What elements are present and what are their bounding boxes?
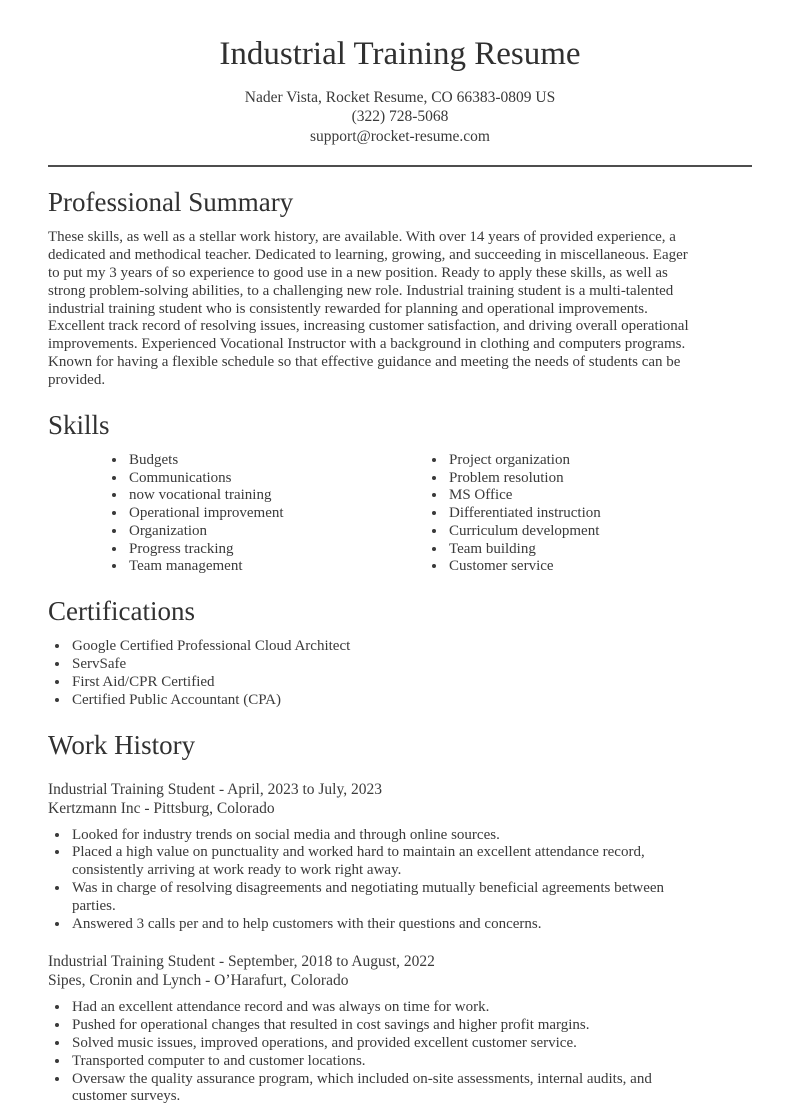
skills-column-left <box>105 452 425 577</box>
certification-item: • Google Certified Professional Cloud Architect <box>70 638 752 656</box>
job-duty-item: • Looked for industry trends on social media and through online sources. <box>70 827 708 845</box>
certification-item: • Certified Public Accountant (CPA) <box>70 692 752 710</box>
resume-title: Industrial Training Resume <box>219 36 581 72</box>
header-divider <box>48 165 752 167</box>
contact-phone: (322) 728-5068 <box>351 108 449 126</box>
job-duties-list <box>48 827 708 934</box>
job-company-line: Sipes, Cronin and Lynch - O’Harafurt, Colorado <box>48 972 349 990</box>
job-duty-item: • Had an excellent attendance record and was always on time for work. <box>70 999 708 1017</box>
certification-item: • ServSafe <box>70 656 752 674</box>
work-history-heading: Work History <box>48 729 196 760</box>
skill-item: • Organization <box>127 523 425 541</box>
section-certifications <box>48 596 752 709</box>
skill-item: • Project organization <box>447 452 752 470</box>
job-title-line: Industrial Training Student - September, 2018 to August, 2022 <box>48 953 435 971</box>
skill-item: • Progress tracking <box>127 541 425 559</box>
summary-text: These skills, as well as a stellar work history, are available. With over 14 years of provided experience, a dedicated and methodical teacher. Dedicated to learning, growing, and succeeding in miscellaneous. Eager to put my 3 years of so experience to good use in a new position. Ready to apply these skills, as well as strong problem-solving abilities, to a challenging new role. Industrial training student is a multi-talented industrial training student who is consistently rewarded for planning and operational improvements. Excellent track record of resolving issues, increasing customer satisfaction, and driving overall operational improvements. Experienced Vocational Instructor with a background in clothing and computers programs. Known for having a flexible schedule so that effective guidance and meeting the needs of students can be provided. <box>48 229 689 388</box>
job-duties-list <box>48 999 708 1106</box>
job-duty-item: • Solved music issues, improved operations, and provided excellent customer service. <box>70 1035 708 1053</box>
certification-item: • First Aid/CPR Certified <box>70 674 752 692</box>
job-entry <box>48 952 752 1106</box>
job-duty-item: • Placed a high value on punctuality and worked hard to maintain an excellent attendance record, consistently arriving at work ready to work right away. <box>70 844 708 880</box>
certifications-list <box>48 638 752 709</box>
skill-item: • Communications <box>127 470 425 488</box>
job-duty-item: • Oversaw the quality assurance program, which included on-site assessments, internal audits, and customer surveys. <box>70 1071 708 1106</box>
contact-address: Nader Vista, Rocket Resume, CO 66383-0809 US <box>244 88 556 106</box>
job-duty-item: • Was in charge of resolving disagreements and negotiating mutually beneficial agreements between parties. <box>70 880 708 916</box>
section-work-history <box>48 730 752 1106</box>
skills-column-right <box>425 452 752 577</box>
job-title-line: Industrial Training Student - April, 2023 to July, 2023 <box>48 780 382 798</box>
skill-item: • Budgets <box>127 452 425 470</box>
skill-item: • Curriculum development <box>447 523 752 541</box>
certifications-heading: Certifications <box>48 596 195 627</box>
skill-item: • Team building <box>447 541 752 559</box>
job-duty-item: • Answered 3 calls per and to help customers with their questions and concerns. <box>70 916 708 934</box>
resume-header <box>48 36 752 146</box>
skill-item: • MS Office <box>447 487 752 505</box>
summary-heading: Professional Summary <box>48 187 294 218</box>
skill-item: • Problem resolution <box>447 470 752 488</box>
job-duty-item: • Pushed for operational changes that resulted in cost savings and higher profit margins. <box>70 1017 708 1035</box>
skill-item: • Operational improvement <box>127 505 425 523</box>
job-duty-item: • Transported computer to and customer locations. <box>70 1053 708 1071</box>
skills-columns <box>105 452 752 577</box>
skills-heading: Skills <box>48 409 110 440</box>
skill-item: • Customer service <box>447 558 752 576</box>
skill-item: • Differentiated instruction <box>447 505 752 523</box>
job-entry <box>48 780 752 934</box>
skill-item: • Team management <box>127 558 425 576</box>
contact-email: support@rocket-resume.com <box>310 127 490 145</box>
job-company-line: Kertzmann Inc - Pittsburg, Colorado <box>48 799 275 817</box>
section-professional-summary <box>48 187 752 389</box>
skill-item: • now vocational training <box>127 487 425 505</box>
section-skills <box>48 410 752 577</box>
